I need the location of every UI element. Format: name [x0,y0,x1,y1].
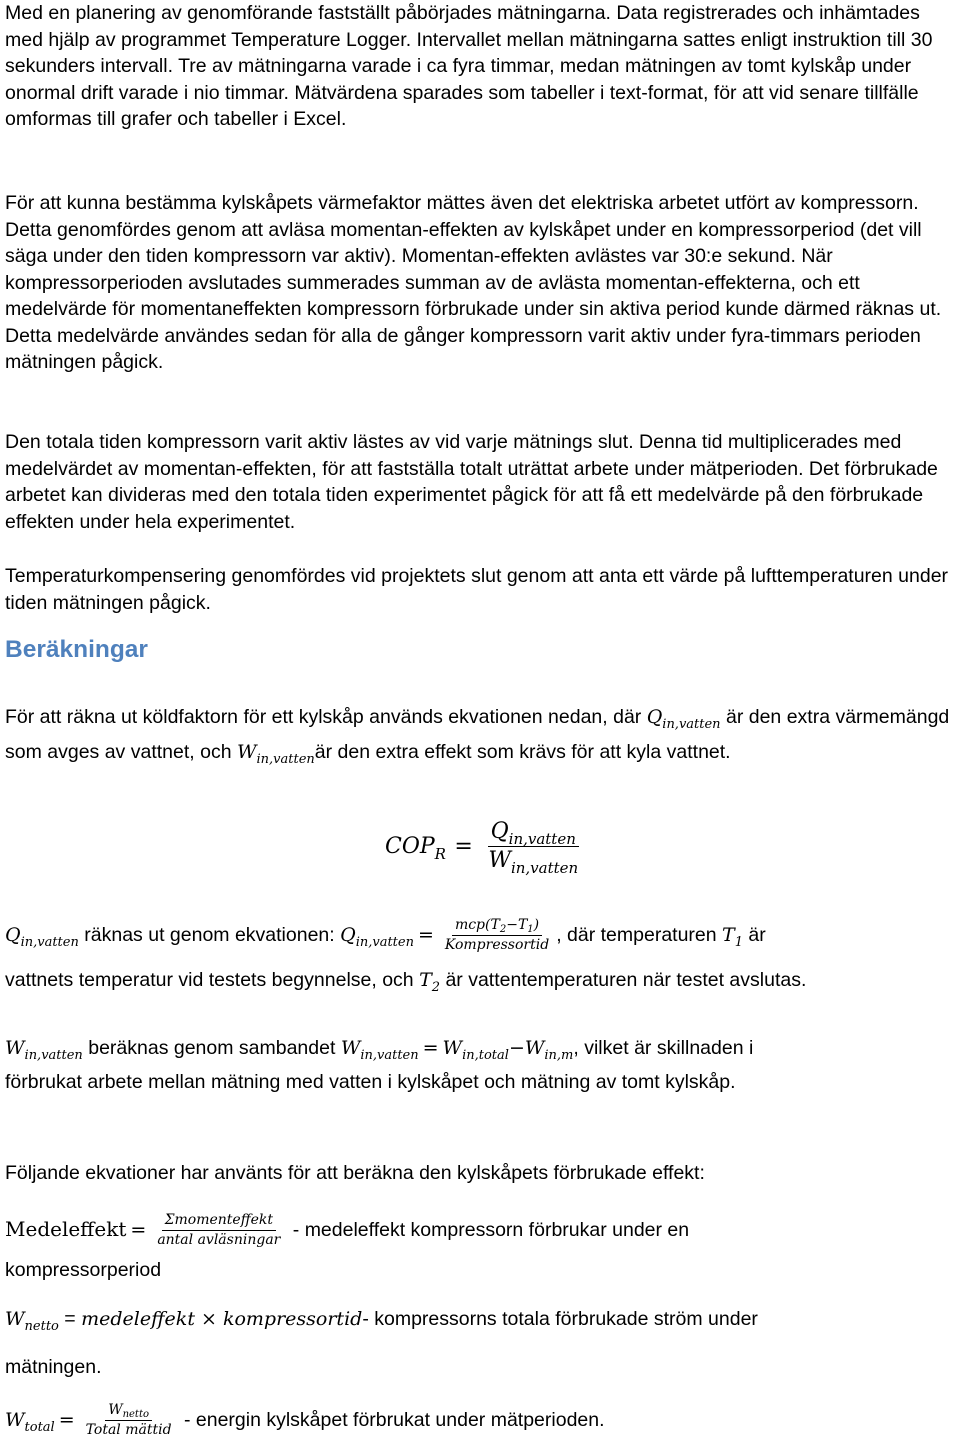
following-equations-text: Följande ekvationer har använts för att beräkna den kylskåpets förbrukade effekt: [5,1162,705,1184]
math-cop-r: $COP_R$ [385,834,446,864]
cop-fraction: $\frac{Q_{in,vatten}}{W_{in,vatten}}$ [488,819,579,878]
math-w-in-vatten: $W_{in,vatten}$ [236,741,315,767]
q-equation-line: $Q_{in,vatten}$ räknas ut genom ekvationen: $Q_{in,vatten}$ = $\frac{mcp(T_2-T_1)}{\text{Kompressortid}}$ , där temperaturen $T_1$ är [5,917,766,954]
intro-text-2: är den extra värmemängd som avges av vattnet, och [5,706,950,763]
intro-text-3: är den extra effekt som krävs för att kyla vattnet. [314,741,731,763]
cop-equation: $COP_R$ = $\frac{Q_{in,vatten}}{W_{in,vatten}}$ [385,820,585,873]
math-q-in-vatten: $Q_{in,vatten}$ [646,706,721,732]
intro-text-1: För att räkna ut köldfaktorn för ett kylskåp används ekvationen nedan, där [5,706,647,728]
section-heading: Beräkningar [5,636,148,663]
paragraph-total-time: Den totala tiden kompressorn varit aktiv lästes av vid varje mätnings slut. Denna tid multiplicerades med medelvärdet av momentan-effekten, för att fastställa totalt uträttat arbete under mätperioden. Det förbrukade arbetet kan divideras med den totala tiden experimentet pågick för att få ett medelvärde på den förbrukade effekten under hela experimentet. [5,431,938,533]
medeleffekt-fraction: $\frac{\text{Σmomenteffekt}}{\text{antal avläsningar}}$ [157,1212,281,1249]
paragraph-temperature-compensation: Temperaturkompensering genomfördes vid projektets slut genom att anta ett värde på lufttemperaturen under tiden mätningen pågick. [5,565,949,614]
medeleffekt-equation-2: kompressorperiod [5,1259,162,1281]
w-equation-line: $W_{in,vatten}$ beräknas genom sambandet $W_{in,vatten} = W_{in,total}-W_{in,m}$, vilket är skillnaden i [5,1037,754,1063]
w-total-equation: $W_{total}$ = $\frac{W_{netto}}{\text{Total mättid}}$ - energin kylskåpet förbrukat under mätperioden. [5,1402,605,1439]
medeleffekt-equation: Medeleffekt = $\frac{\text{Σmomenteffekt}}{\text{antal avläsningar}}$ - medeleffekt kompressorn förbrukar under en [5,1212,690,1249]
w-equation-line-2: förbrukat arbete mellan mätning med vatten i kylskåpet och mätning av tomt kylskåp. [5,1071,736,1093]
paragraph-electric-work: För att kunna bestämma kylskåpets värmefaktor mättes även det elektriska arbetet utfört av kompressorn. Detta genomfördes genom att avläsa momentan-effekten av kylskåpet under en kompressorperiod (det vill säga under den tiden kompressorn var aktiv). Momentan-effekten avlästes var 30:e sekund. När kompressorperioden avslutades summerades summan av de avlästa momentan-effekterna, och ett medelvärde för momentaneffekten kompressorn förbrukade under sin aktiva period kunde därmed räknas ut. Detta medelvärde användes sedan för alla de gånger kompressorn varit aktiv under fyra-timmars perioden mätningen pågick. [5,192,942,373]
w-netto-equation: $W_{netto}$ = medeleffekt × kompressortid- kompressorns totala förbrukade ström under [5,1308,758,1334]
w-netto-equation-2: mätningen. [5,1356,102,1378]
q-fraction: $\frac{mcp(T_2-T_1)}{\text{Kompressortid}}$ [444,917,550,954]
paragraph-cop-intro [5,700,955,770]
q-equation-line-2: vattnets temperatur vid testets begynnelse, och $T_2$ är vattentemperaturen när testet avslutas. [5,969,807,995]
paragraph-measurement-procedure: Med en planering av genomförande fastställt påbörjades mätningarna. Data registrerades och inhämtades med hjälp av programmet Temperature Logger. Intervallet mellan mätningarna sattes enligt instruktion till 30 sekunders intervall. Tre av mätningarna varade i ca fyra timmar, medan mätningen av tomt kylskåp under onormal drift varade i nio timmar. Mätvärdena sparades som tabeller i text-format, för att vid senare tillfälle omformas till grafer och tabeller i Excel. [5,2,933,130]
w-total-fraction: $\frac{W_{netto}}{\text{Total mättid}}$ [85,1402,172,1439]
